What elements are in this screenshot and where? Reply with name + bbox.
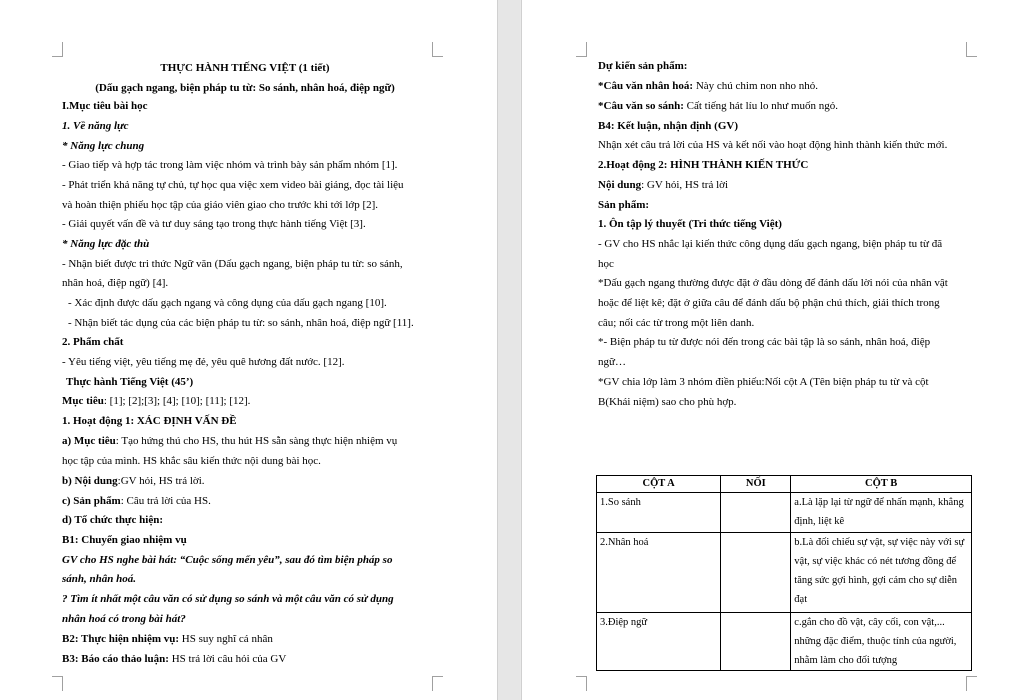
column-header: CỘT A (597, 476, 721, 493)
column-header: NỐI (721, 476, 791, 493)
c-product-label: c) Sản phẩm (62, 495, 121, 507)
margin-mark (52, 42, 63, 57)
margin-mark (432, 676, 443, 691)
review-item-3b: ngữ… (598, 356, 626, 368)
specific-competence-heading: * Năng lực đặc thù (62, 238, 150, 250)
target-label: Mục tiêu (62, 395, 104, 407)
d-organize-heading: d) Tổ chức thực hiện: (62, 514, 164, 526)
matching-table (596, 475, 972, 671)
personification-line (598, 79, 818, 93)
table-row (597, 613, 972, 671)
personification-value: Này chú chim non nho nhỏ. (693, 80, 819, 92)
gv-task-1a: GV cho HS nghe bài hát: “Cuộc sống mến yêu”, sau đó tìm biện pháp so (62, 554, 393, 566)
objectives-heading: I.Mục tiêu bài học (62, 100, 148, 112)
a-goal-value: : Tạo hứng thú cho HS, thu hút HS sẵn sàng thực hiện nhiệm vụ (115, 435, 398, 447)
content-label: Nội dung (598, 179, 642, 191)
b3-value: HS trả lời câu hỏi của GV (168, 653, 287, 665)
review-item-1b: học (598, 258, 614, 270)
column-header: CỘT B (791, 476, 972, 493)
table-cell (721, 533, 791, 613)
question-2a: ? Tìm ít nhất một câu văn có sử dụng so sánh và một câu văn có sử dụng (62, 593, 394, 605)
margin-mark (576, 676, 587, 691)
table-row (597, 493, 972, 533)
general-item-1: - Giao tiếp và hợp tác trong làm việc nhóm và trình bày sản phẩm nhóm [1]. (62, 159, 398, 171)
specific-item-1a: - Nhận biết được tri thức Ngữ văn (Dấu gạch ngang, biện pháp tu từ: so sánh, (62, 258, 403, 270)
review-item-2c: câu; nối các từ trong một liên danh. (598, 317, 755, 329)
content-value: : GV hỏi, HS trả lời (641, 179, 729, 191)
margin-mark (576, 42, 587, 57)
content-line (598, 178, 728, 192)
gv-task-1b: sánh, nhân hoá. (62, 573, 136, 585)
table-cell: 2.Nhân hoá (597, 533, 721, 613)
table-row (597, 533, 972, 613)
table-cell (721, 493, 791, 533)
review-item-4b: B(Khái niệm) sao cho phù hợp. (598, 396, 737, 408)
b3-line (62, 652, 286, 666)
b-content-label: b) Nội dung (62, 475, 118, 487)
page-gap (498, 0, 520, 700)
margin-mark (966, 42, 977, 57)
a-goal-line (62, 434, 397, 448)
specific-item-2: - Xác định được dấu gạch ngang và công dụng của dấu gạch ngang [10]. (68, 297, 387, 309)
b2-value: HS suy nghĩ cá nhân (179, 633, 273, 645)
margin-mark (52, 676, 63, 691)
b1-heading: B1: Chuyển giao nhiệm vụ (62, 534, 187, 546)
c-product-value: : Câu trả lời của HS. (120, 495, 211, 507)
comparison-label: *Câu văn so sánh: (598, 100, 684, 112)
c-product-line (62, 494, 211, 508)
table-cell (721, 613, 791, 671)
activity-2-heading: 2.Hoạt động 2: HÌNH THÀNH KIẾN THỨC (598, 159, 809, 171)
table-cell: a.Là lặp lại từ ngữ để nhấn mạnh, khẳng định, liệt kê (791, 493, 972, 533)
target-value: : [1]; [2];[3]; [4]; [10]; [11]; [12]. (103, 395, 251, 407)
margin-mark (432, 42, 443, 57)
review-heading: 1. Ôn tập lý thuyết (Tri thức tiếng Việt) (598, 218, 782, 230)
general-item-2a: - Phát triển khả năng tự chủ, tự học qua việc xem video bài giảng, đọc tài liệu (62, 179, 404, 191)
table-header-row (597, 476, 972, 493)
general-competence-heading: * Năng lực chung (62, 140, 145, 152)
table-cell: b.Là đối chiếu sự vật, sự việc này với sự vật, sự việc khác có nét tương đồng để tăng sức gợi hình, gợi cảm cho sự diễn đạt (791, 533, 972, 613)
general-item-3: - Giải quyết vấn đề và tư duy sáng tạo trong thực hành tiếng Việt [3]. (62, 218, 366, 230)
specific-item-1b: nhân hoá, điệp ngữ) [4]. (62, 277, 169, 289)
comparison-line (598, 99, 838, 113)
doc-title: THỰC HÀNH TIẾNG VIỆT (1 tiết) (160, 62, 330, 74)
specific-item-3: - Nhận biết tác dụng của các biện pháp tu từ: so sánh, nhân hoá, điệp ngữ [11]. (68, 317, 414, 329)
quality-heading: 2. Phẩm chất (62, 336, 124, 348)
comparison-value: Cất tiếng hát líu lo như muốn ngỏ. (683, 100, 839, 112)
product-label: Sản phẩm: (598, 199, 650, 211)
table-cell: 3.Điệp ngữ (597, 613, 721, 671)
target-line (62, 394, 250, 408)
a-goal-cont: học tập của mình. HS khắc sâu kiến thức nội dung bài học. (62, 455, 321, 467)
practice-heading: Thực hành Tiếng Việt (45’) (66, 376, 194, 388)
b-content-line (62, 474, 205, 488)
b2-label: B2: Thực hiện nhiệm vụ: (62, 633, 180, 645)
margin-mark (966, 676, 977, 691)
review-item-2b: hoặc để liệt kê; đặt ở giữa câu để đánh dấu bộ phận chú thích, giải thích trong (598, 297, 940, 309)
b4-heading: B4: Kết luận, nhận định (GV) (598, 120, 738, 132)
competence-heading: 1. Về năng lực (62, 120, 129, 132)
personification-label: *Câu văn nhân hoá: (598, 80, 694, 92)
doc-subtitle: (Dấu gạch ngang, biện pháp tu từ: So sánh, nhân hoá, điệp ngữ) (95, 82, 395, 94)
table-cell: 1.So sánh (597, 493, 721, 533)
b4-text: Nhận xét câu trả lời của HS và kết nối vào hoạt động hình thành kiến thức mới. (598, 139, 948, 151)
review-item-1a: - GV cho HS nhắc lại kiến thức công dụng dấu gạch ngang, biện pháp tu từ đã (598, 238, 943, 250)
quality-item-1: - Yêu tiếng việt, yêu tiếng mẹ đẻ, yêu quê hương đất nước. [12]. (62, 356, 345, 368)
a-goal-label: a) Mục tiêu (62, 435, 116, 447)
general-item-2b: và hoàn thiện phiếu học tập của giáo viên giao cho trước khi tới lớp [2]. (62, 199, 379, 211)
review-item-3a: *- Biện pháp tu từ được nói đến trong các bài tập là so sánh, nhân hoá, điệp (598, 336, 931, 348)
table-cell: c.gắn cho đồ vật, cây cối, con vật,... những đặc điểm, thuộc tính của người, nhằm làm cho đối tượng (791, 613, 972, 671)
expected-heading: Dự kiến sản phẩm: (598, 60, 688, 72)
b2-line (62, 632, 273, 646)
question-2b: nhân hoá có trong bài hát? (62, 613, 186, 625)
activity-1-heading: 1. Hoạt động 1: XÁC ĐỊNH VẤN ĐỀ (62, 415, 237, 427)
review-item-4a: *GV chia lớp làm 3 nhóm điền phiếu:Nối cột A (Tên biện pháp tu từ và cột (598, 376, 929, 388)
b3-label: B3: Báo cáo thảo luận: (62, 653, 169, 665)
review-item-2a: *Dấu gạch ngang thường được đặt ở đầu dòng để đánh dấu lời nói của nhân vật (598, 277, 948, 289)
b-content-value: :GV hỏi, HS trả lời. (117, 475, 205, 487)
